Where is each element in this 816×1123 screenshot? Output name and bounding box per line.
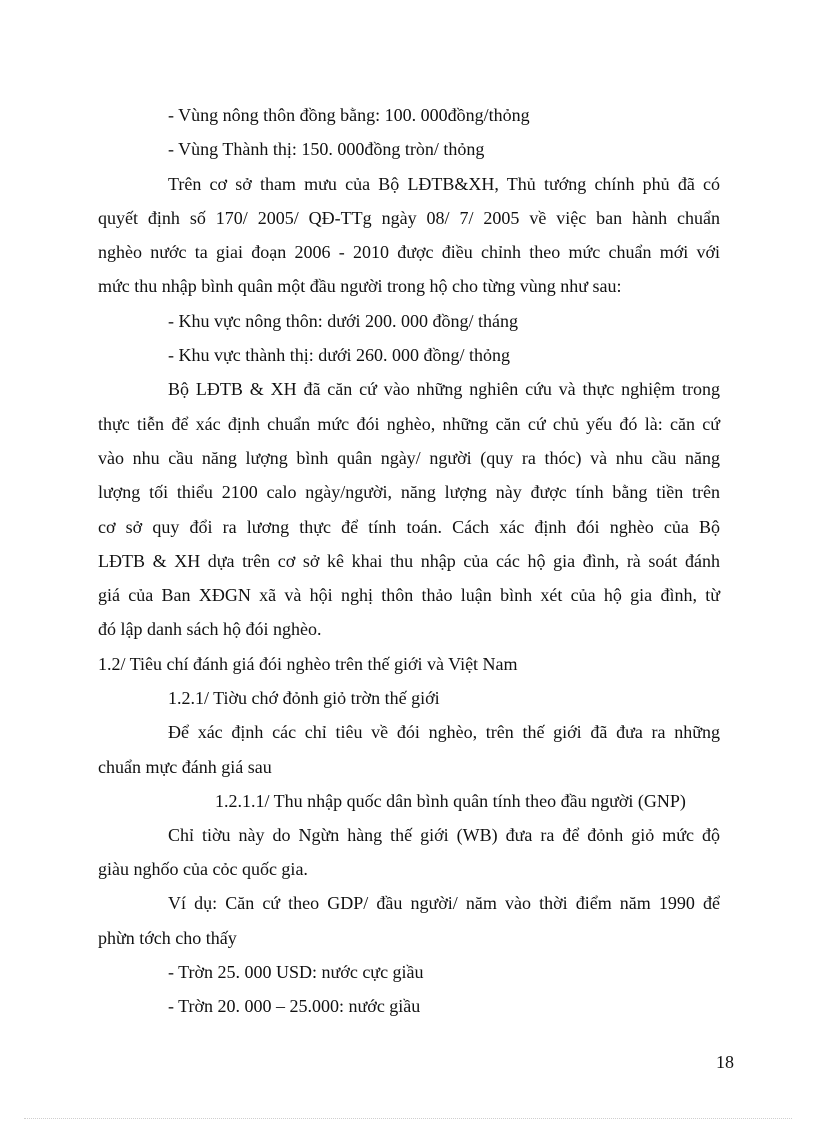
paragraph-line: mức thu nhập bình quân một đầu người trong hộ cho từng vùng như sau: [98,276,622,296]
paragraph-line: nghèo nước ta giai đoạn 2006 - 2010 được điều chỉnh theo mức chuẩn mới với [98,242,720,262]
paragraph-line: giàu nghốo của cỏc quốc gia. [98,859,308,879]
paragraph-line: thực tiễn để xác định chuẩn mức đói nghèo, những căn cứ chủ yếu đó là: căn cứ [98,414,720,434]
bullet-rural-area: - Khu vực nông thôn: dưới 200. 000 đồng/ tháng [168,311,519,331]
paragraph-line: giá của Ban XĐGN xã và hội nghị thôn thảo luận bình xét của hộ gia đình, từ [98,585,720,605]
paragraph-line: Ví dụ: Căn cứ theo GDP/ đầu người/ năm vào thời điểm năm 1990 để [168,893,720,913]
paragraph-line: Để xác định các chỉ tiêu về đói nghèo, trên thế giới đã đưa ra những [168,722,720,742]
section-heading: 1.2/ Tiêu chí đánh giá đói nghèo trên thế giới và Việt Nam [98,654,518,674]
paragraph-line: LĐTB & XH dựa trên cơ sở kê khai thu nhập của các hộ gia đình, rà soát đánh [98,551,720,571]
paragraph-line: chuẩn mực đánh giá sau [98,757,272,777]
paragraph-line: Trên cơ sở tham mưu của Bộ LĐTB&XH, Thủ tướng chính phủ đã có [168,174,720,194]
paragraph-line: vào nhu cầu năng lượng bình quân ngày/ người (quy ra thóc) và nhu cầu năng [98,448,720,468]
paragraph-line: đó lập danh sách hộ đói nghèo. [98,619,322,639]
bullet-rich: - Trờn 20. 000 – 25.000: nước giầu [168,996,421,1016]
paragraph-line: Bộ LĐTB & XH đã căn cứ vào những nghiên cứu và thực nghiệm trong [168,379,720,399]
bullet-urban: - Vùng Thành thị: 150. 000đồng tròn/ thỏng [168,139,485,159]
paragraph-line: Chỉ tiờu này do Ngừn hàng thế giới (WB) đưa ra để đỏnh giỏ mức độ [168,825,720,845]
bullet-rural-delta: - Vùng nông thôn đồng bằng: 100. 000đồng/thỏng [168,105,530,125]
bullet-urban-area: - Khu vực thành thị: dưới 260. 000 đồng/ thỏng [168,345,511,365]
page-number: 18 [716,1052,734,1072]
bullet-very-rich: - Trờn 25. 000 USD: nước cực giầu [168,962,424,982]
paragraph-line: lượng tối thiểu 2100 calo ngày/người, năng lượng này được tính bằng tiền trên [98,482,720,502]
paragraph-line: phừn tớch cho thấy [98,928,237,948]
subsubsection-heading: 1.2.1.1/ Thu nhập quốc dân bình quân tính theo đầu người (GNP) [215,791,686,811]
paragraph-line: quyết định số 170/ 2005/ QĐ-TTg ngày 08/ 7/ 2005 về việc ban hành chuẩn [98,208,720,228]
paragraph-line: cơ sở quy đổi ra lương thực để tính toán. Cách xác định đói nghèo của Bộ [98,517,720,537]
page-bottom-divider [24,1118,792,1119]
subsection-heading: 1.2.1/ Tiờu chớ đỏnh giỏ trờn thế giới [168,688,440,708]
